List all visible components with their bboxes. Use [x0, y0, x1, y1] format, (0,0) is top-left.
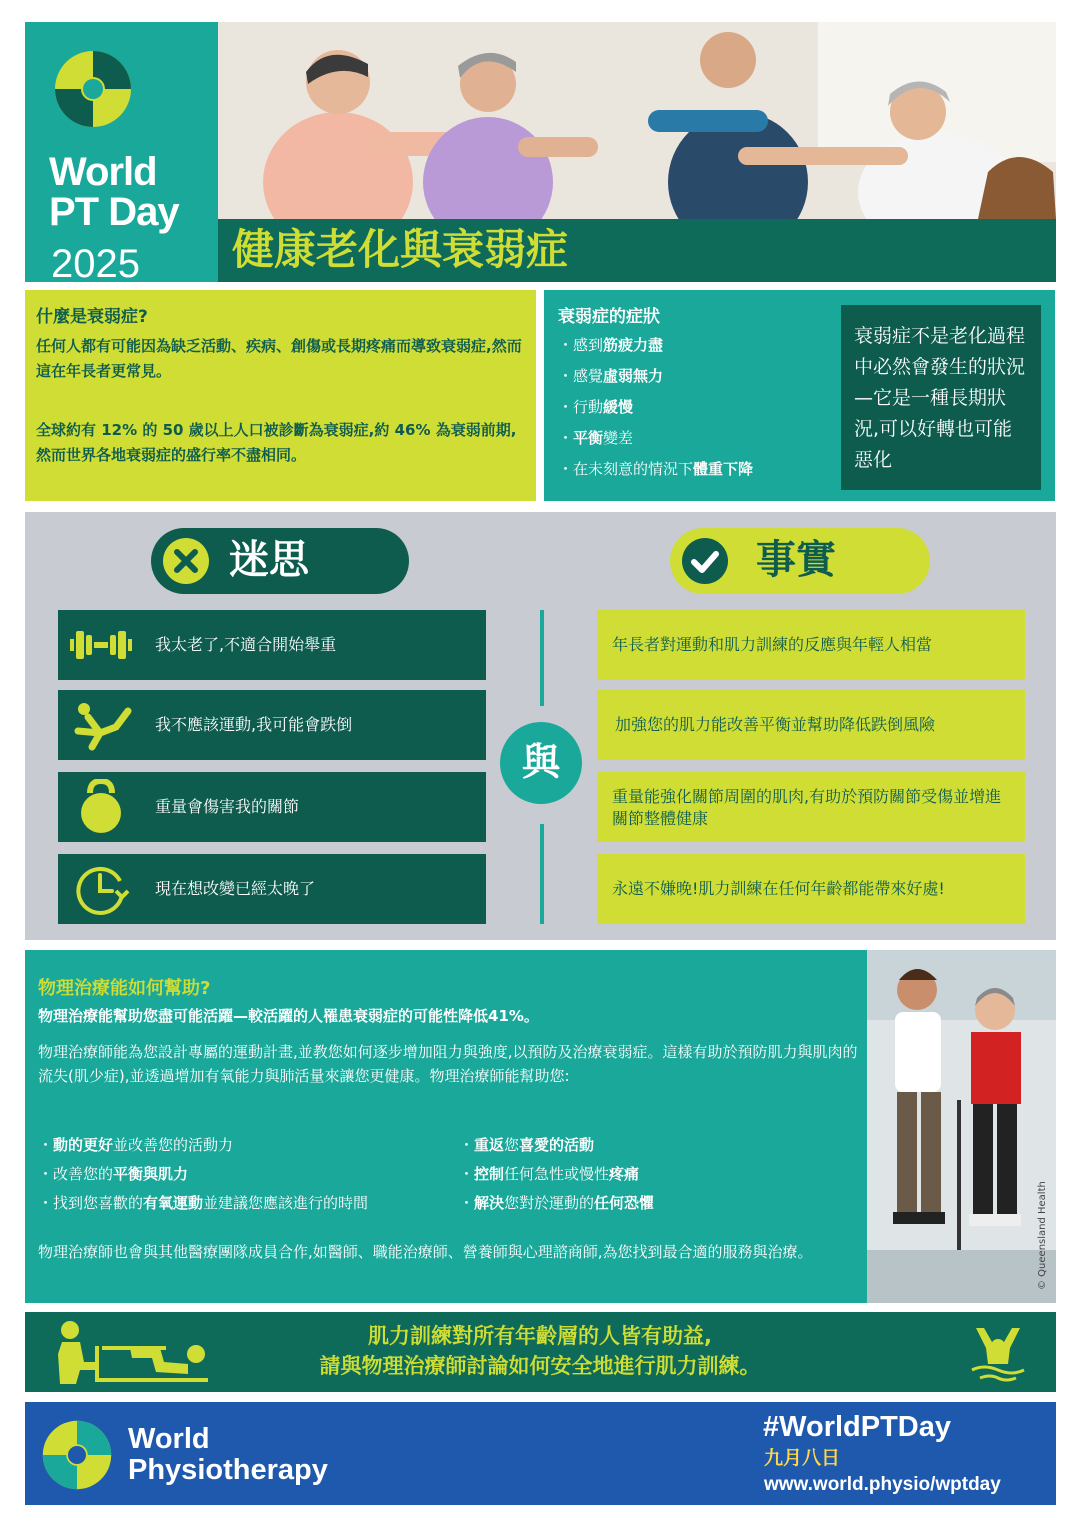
fact-item-2 — [597, 690, 1025, 760]
symptom-item: ・在未刻意的情況下體重下降 — [558, 460, 754, 478]
org-line1: World — [128, 1423, 210, 1455]
banner-line2: 請與物理治療師討論如何安全地進行肌力訓練。 — [319, 1354, 761, 1378]
myth-item-3 — [58, 772, 486, 842]
help-list-left — [38, 1131, 368, 1218]
world-pt-day-logo-panel — [25, 22, 218, 286]
brand-line2: PT Day — [49, 190, 179, 234]
clock-icon — [70, 861, 132, 917]
help-item: ・控制任何急性或慢性疼痛 — [459, 1165, 640, 1183]
strength-training-banner — [25, 1312, 1056, 1392]
what-is-frailty-heading: 什麼是衰弱症? — [36, 307, 148, 327]
cross-icon — [163, 538, 209, 584]
symptoms-list — [558, 330, 753, 485]
page-title-bar — [218, 219, 1056, 282]
vs-badge — [500, 722, 582, 804]
org-line2: Physiotherapy — [128, 1454, 328, 1486]
brand-name — [49, 152, 179, 232]
how-pt-helps-lead: 物理治療能幫助您盡可能活躍—較活躍的人罹患衰弱症的可能性降低41%。 — [38, 1007, 539, 1025]
help-item: ・改善您的平衡與肌力 — [38, 1165, 189, 1183]
myth-text: 重量會傷害我的關節 — [155, 797, 300, 816]
fact-text: 年長者對運動和肌力訓練的反應與年輕人相當 — [612, 635, 933, 654]
help-item: ・重返您喜愛的活動 — [459, 1136, 595, 1154]
fact-item-1 — [597, 610, 1025, 680]
brand-year: 2025 — [51, 242, 140, 286]
kettlebell-icon — [70, 779, 132, 835]
help-list-right — [459, 1131, 654, 1218]
vs-label: 與 — [521, 740, 560, 784]
myth-text: 我不應該運動,我可能會跌倒 — [155, 715, 353, 734]
assisted-exercise-icon — [40, 1318, 210, 1388]
help-item: ・動的更好並改善您的活動力 — [38, 1136, 234, 1154]
hashtag: #WorldPTDay — [763, 1411, 952, 1443]
myth-text: 現在想改變已經太晚了 — [155, 879, 316, 898]
myth-header-pill — [151, 528, 409, 594]
banner-line1: 肌力訓練對所有年齡層的人皆有助益, — [368, 1324, 712, 1348]
falling-person-icon — [70, 697, 132, 753]
how-pt-helps-description: 物理治療師能為您設計專屬的運動計畫,並教您如何逐步增加阻力與強度,以預防及治療衰弱症。這樣有助於預防肌力與肌肉的流失(肌少症),並透過增加有氧能力與肺活量來讓您更健康。物理治療師能幫助您: — [38, 1043, 858, 1085]
myth-text: 我太老了,不適合開始舉重 — [155, 635, 337, 654]
symptom-item: ・感覺虛弱無力 — [558, 367, 664, 385]
fact-item-4 — [597, 854, 1025, 924]
banner-message — [205, 1321, 875, 1381]
photo-credit: © Queensland Health — [1037, 1181, 1048, 1290]
world-physiotherapy-logo-icon — [41, 1419, 113, 1491]
help-item: ・解決您對於運動的任何恐懼 — [459, 1194, 655, 1212]
physio-photo-illustration — [867, 950, 1056, 1303]
vs-divider-top — [540, 610, 544, 706]
physio-walking-photo — [867, 950, 1056, 1303]
check-icon — [682, 538, 728, 584]
event-date: 九月八日 — [764, 1447, 841, 1469]
fact-text: 加強您的肌力能改善平衡並幫助降低跌倒風險 — [615, 715, 936, 734]
vs-divider-bottom — [540, 824, 544, 924]
myth-item-2 — [58, 690, 486, 760]
fact-label: 事實 — [756, 537, 836, 583]
symptom-item: ・行動緩慢 — [558, 398, 634, 416]
myth-item-1 — [58, 610, 486, 680]
how-pt-helps-heading: 物理治療能如何幫助? — [38, 978, 211, 999]
what-is-frailty-panel — [25, 290, 536, 501]
how-pt-helps-footnote: 物理治療師也會與其他醫療團隊成員合作,如醫師、職能治療師、營養師與心理諮商師,為您找到最合適的服務與治療。 — [38, 1243, 813, 1261]
what-is-frailty-para2: 全球約有 12% 的 50 歲以上人口被診斷為衰弱症,約 46% 為衰弱前期,然而世界各地衰弱症的盛行率不盡相同。 — [36, 421, 517, 464]
page-title: 健康老化與衰弱症 — [232, 225, 569, 274]
fact-text: 重量能強化關節周圍的肌肉,有助於預防關節受傷並增進關節整體健康 — [612, 787, 1002, 828]
dumbbell-icon — [70, 617, 132, 673]
water-exercise-icon — [970, 1324, 1026, 1382]
fact-text: 永遠不嫌晚!肌力訓練在任何年齡都能帶來好處! — [612, 879, 945, 898]
help-item: ・找到您喜歡的有氧運動並建議您應該進行的時間 — [38, 1194, 369, 1212]
footer-bar — [25, 1402, 1056, 1505]
world-pt-day-logo-icon — [53, 49, 133, 129]
symptoms-callout: 衰弱症不是老化過程中必然會發生的狀況—它是一種長期狀況,可以好轉也可能惡化 — [841, 305, 1041, 490]
what-is-frailty-para1: 任何人都有可能因為缺乏活動、疾病、創傷或長期疼痛而導致衰弱症,然而這在年長者更常見。 — [36, 337, 522, 380]
symptoms-heading: 衰弱症的症狀 — [558, 307, 660, 327]
how-pt-helps-panel — [25, 950, 867, 1303]
header-photo-illustration — [218, 22, 1056, 219]
brand-line1: World — [49, 150, 157, 194]
website-link[interactable]: www.world.physio/wptday — [764, 1474, 1001, 1495]
myth-label: 迷思 — [229, 537, 309, 583]
symptom-item: ・感到筋疲力盡 — [558, 336, 664, 354]
symptom-item: ・平衡變差 — [558, 429, 634, 447]
fact-header-pill — [670, 528, 930, 594]
header-photo-seniors-exercising — [218, 22, 1056, 219]
organization-name — [128, 1424, 328, 1486]
myth-item-4 — [58, 854, 486, 924]
fact-item-3 — [597, 772, 1025, 842]
